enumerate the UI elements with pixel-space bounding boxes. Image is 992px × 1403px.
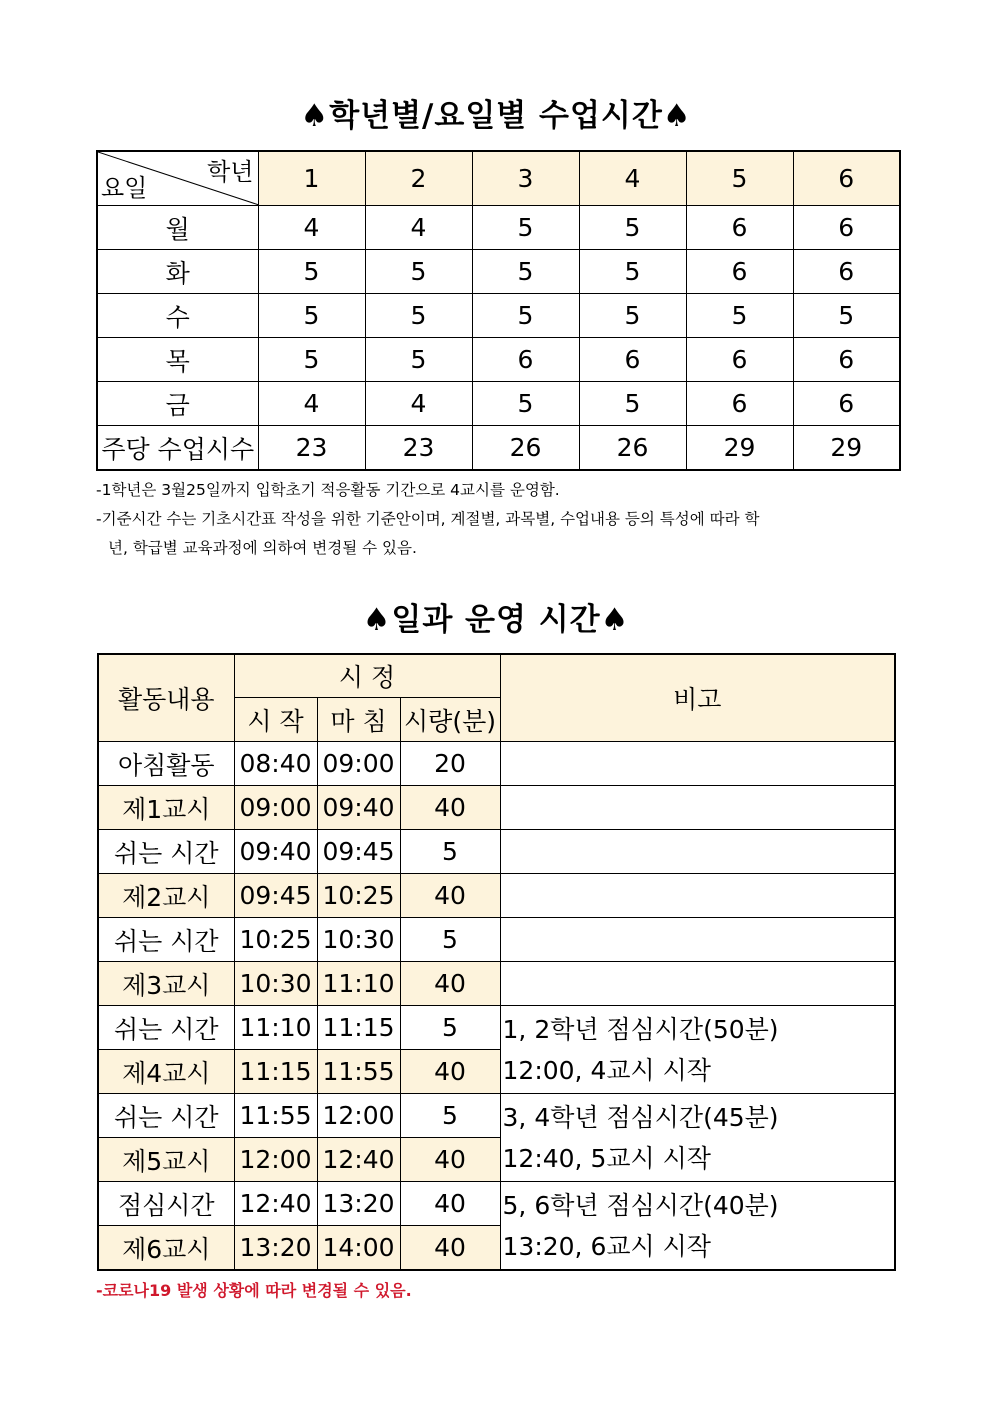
schedule-header-row [98, 654, 895, 698]
grade-header-row [97, 151, 900, 206]
corner-cell [97, 151, 258, 206]
hours-cell: 5 [579, 382, 686, 426]
hours-cell: 5 [579, 294, 686, 338]
remark-cell-empty [500, 918, 895, 962]
total-cell: 29 [793, 426, 900, 471]
total-cell: 23 [365, 426, 472, 471]
remark-line: 1, 2학년 점심시간(50분) [502, 1014, 779, 1044]
table-row [98, 742, 895, 786]
day-label: 금 [97, 382, 258, 426]
table-row [98, 874, 895, 918]
start-header: 시 작 [234, 698, 317, 742]
weekly-total-label: 주당 수업시수 [97, 426, 258, 471]
start-cell: 09:45 [234, 874, 317, 918]
activity-cell: 점심시간 [98, 1182, 234, 1226]
page-title-class-hours: ♠학년별/요일별 수업시간♠ [300, 98, 692, 134]
duration-cell: 40 [400, 962, 500, 1006]
hours-cell: 4 [365, 382, 472, 426]
hours-cell: 5 [686, 294, 793, 338]
table-row [97, 382, 900, 426]
hours-cell: 5 [258, 294, 365, 338]
duration-cell: 40 [400, 1050, 500, 1094]
covid-notice: -코로나19 발생 상황에 따라 변경될 수 있음. [96, 1281, 412, 1300]
hours-cell: 5 [472, 294, 579, 338]
activity-cell: 제5교시 [98, 1138, 234, 1182]
remarks-header: 비고 [500, 654, 895, 742]
end-cell: 12:00 [317, 1094, 400, 1138]
hours-cell: 5 [258, 338, 365, 382]
duration-cell: 20 [400, 742, 500, 786]
notes-block [96, 476, 899, 563]
activity-cell: 제2교시 [98, 874, 234, 918]
hours-cell: 5 [793, 294, 900, 338]
day-label: 목 [97, 338, 258, 382]
total-cell: 29 [686, 426, 793, 471]
end-cell: 13:20 [317, 1182, 400, 1226]
start-cell: 10:25 [234, 918, 317, 962]
end-cell: 12:40 [317, 1138, 400, 1182]
end-header: 마 침 [317, 698, 400, 742]
remark-cell-empty [500, 962, 895, 1006]
grade-header: 1 [258, 151, 365, 206]
hours-cell: 6 [793, 206, 900, 250]
end-cell: 11:15 [317, 1006, 400, 1050]
corner-label-grade: 학년 [207, 158, 254, 186]
hours-cell: 5 [365, 250, 472, 294]
activity-cell: 제1교시 [98, 786, 234, 830]
total-cell: 26 [579, 426, 686, 471]
hours-cell: 6 [686, 206, 793, 250]
note-line: -기준시간 수는 기초시간표 작성을 위한 기준안이며, 계절별, 과목별, 수업내용 등의 특성에 따라 학 [96, 510, 760, 528]
hours-cell: 5 [472, 206, 579, 250]
start-cell: 12:00 [234, 1138, 317, 1182]
activity-cell: 아침활동 [98, 742, 234, 786]
hours-cell: 5 [472, 382, 579, 426]
total-cell: 23 [258, 426, 365, 471]
start-cell: 10:30 [234, 962, 317, 1006]
hours-cell: 6 [472, 338, 579, 382]
hours-cell: 4 [258, 206, 365, 250]
weekly-total-row [97, 426, 900, 471]
note-line: 년, 학급별 교육과정에 의하여 변경될 수 있음. [108, 539, 417, 557]
start-cell: 09:40 [234, 830, 317, 874]
page-title-daily-schedule: ♠일과 운영 시간♠ [362, 602, 630, 638]
activity-cell: 쉬는 시간 [98, 918, 234, 962]
remark-cell-empty [500, 874, 895, 918]
end-cell: 10:30 [317, 918, 400, 962]
day-label: 월 [97, 206, 258, 250]
hours-cell: 6 [793, 382, 900, 426]
total-cell: 26 [472, 426, 579, 471]
activity-cell: 제6교시 [98, 1226, 234, 1271]
remark-cell-empty [500, 830, 895, 874]
table-row [98, 830, 895, 874]
hours-cell: 5 [365, 294, 472, 338]
hours-cell: 4 [258, 382, 365, 426]
start-cell: 12:40 [234, 1182, 317, 1226]
hours-cell: 6 [793, 250, 900, 294]
table-row [98, 1006, 895, 1050]
duration-cell: 5 [400, 830, 500, 874]
hours-cell: 5 [472, 250, 579, 294]
remark-cell-empty [500, 786, 895, 830]
daily-schedule-table [97, 653, 896, 1271]
duration-cell: 5 [400, 1094, 500, 1138]
duration-cell: 40 [400, 1182, 500, 1226]
duration-cell: 5 [400, 1006, 500, 1050]
hours-cell: 6 [793, 338, 900, 382]
table-row [98, 1182, 895, 1226]
grade-header: 3 [472, 151, 579, 206]
hours-cell: 5 [258, 250, 365, 294]
grade-header: 2 [365, 151, 472, 206]
table-row [98, 1094, 895, 1138]
remark-cell [500, 1182, 895, 1271]
start-cell: 11:15 [234, 1050, 317, 1094]
table-row [98, 962, 895, 1006]
duration-cell: 40 [400, 786, 500, 830]
end-cell: 09:45 [317, 830, 400, 874]
activity-cell: 제4교시 [98, 1050, 234, 1094]
activity-cell: 쉬는 시간 [98, 1094, 234, 1138]
hours-cell: 5 [365, 338, 472, 382]
day-label: 화 [97, 250, 258, 294]
start-cell: 11:10 [234, 1006, 317, 1050]
start-cell: 09:00 [234, 786, 317, 830]
hours-cell: 6 [686, 250, 793, 294]
remark-line: 12:00, 4교시 시작 [502, 1055, 711, 1085]
table-row [97, 338, 900, 382]
hours-cell: 5 [579, 206, 686, 250]
remark-line: 12:40, 5교시 시작 [502, 1143, 711, 1173]
activity-header: 활동내용 [98, 654, 234, 742]
remark-line: 3, 4학년 점심시간(45분) [502, 1102, 779, 1132]
grade-header: 4 [579, 151, 686, 206]
duration-cell: 40 [400, 1226, 500, 1271]
start-cell: 13:20 [234, 1226, 317, 1271]
remark-cell [500, 1094, 895, 1182]
end-cell: 09:40 [317, 786, 400, 830]
corner-label-day: 요일 [101, 174, 148, 202]
hours-cell: 6 [579, 338, 686, 382]
activity-cell: 쉬는 시간 [98, 830, 234, 874]
end-cell: 11:55 [317, 1050, 400, 1094]
hours-cell: 6 [686, 338, 793, 382]
remark-cell [500, 1006, 895, 1094]
note-line: -1학년은 3월25일까지 입학초기 적응활동 기간으로 4교시를 운영함. [96, 481, 560, 499]
start-cell: 11:55 [234, 1094, 317, 1138]
day-label: 수 [97, 294, 258, 338]
remark-line: 5, 6학년 점심시간(40분) [502, 1190, 779, 1220]
table-row [97, 206, 900, 250]
end-cell: 10:25 [317, 874, 400, 918]
remark-line: 13:20, 6교시 시작 [502, 1231, 711, 1261]
table-row [98, 786, 895, 830]
duration-cell: 40 [400, 1138, 500, 1182]
class-hours-table [96, 150, 901, 471]
hours-cell: 5 [579, 250, 686, 294]
hours-cell: 6 [686, 382, 793, 426]
duration-cell: 40 [400, 874, 500, 918]
activity-cell: 제3교시 [98, 962, 234, 1006]
hours-cell: 4 [365, 206, 472, 250]
table-row [97, 250, 900, 294]
end-cell: 14:00 [317, 1226, 400, 1271]
grade-header: 6 [793, 151, 900, 206]
duration-header: 시량(분) [400, 698, 500, 742]
duration-cell: 5 [400, 918, 500, 962]
activity-cell: 쉬는 시간 [98, 1006, 234, 1050]
table-row [98, 918, 895, 962]
end-cell: 09:00 [317, 742, 400, 786]
grade-header: 5 [686, 151, 793, 206]
end-cell: 11:10 [317, 962, 400, 1006]
table-row [97, 294, 900, 338]
schedule-header: 시 정 [234, 654, 500, 698]
start-cell: 08:40 [234, 742, 317, 786]
remark-cell-empty [500, 742, 895, 786]
